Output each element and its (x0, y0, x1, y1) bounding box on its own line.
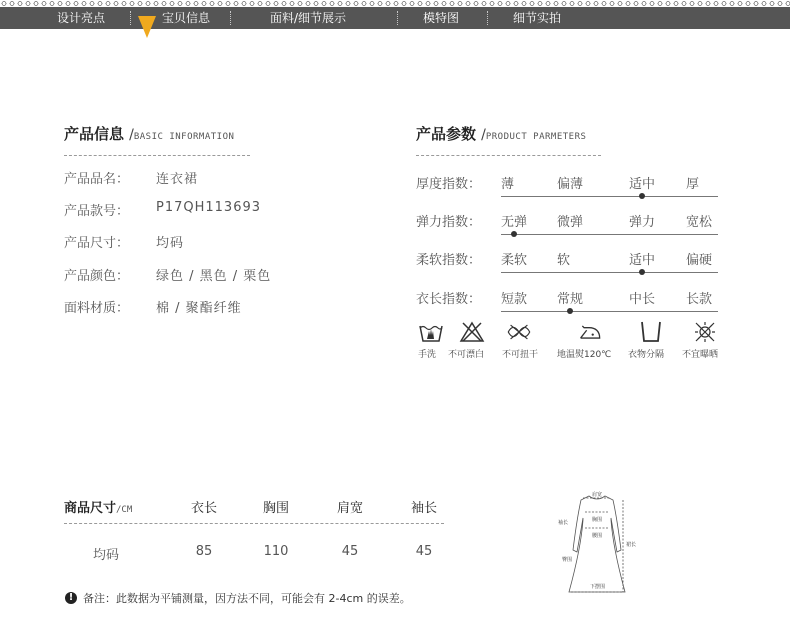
info-label-size: 产品尺寸： (64, 236, 130, 251)
param-option: 微弹 (557, 215, 584, 230)
separate-wash-icon (638, 320, 664, 344)
param-option: 宽松 (686, 215, 713, 230)
divider (64, 155, 250, 156)
no-wring-icon (506, 320, 532, 344)
param-option: 偏硬 (686, 253, 713, 268)
nav-separator (487, 11, 488, 25)
nav-item-model[interactable]: 模特图 (423, 11, 460, 25)
divider (416, 155, 601, 156)
size-cell: 45 (415, 544, 433, 559)
dress-outline (569, 496, 625, 592)
exclamation-icon: ! (65, 592, 77, 604)
nav-item-fabric[interactable]: 面料/细节展示 (270, 11, 347, 25)
param-option: 无弹 (501, 215, 528, 230)
size-header-shoulder: 肩宽 (336, 501, 363, 516)
size-cell: 85 (195, 544, 213, 559)
info-value-name: 连衣裙 (156, 172, 199, 187)
info-label-code: 产品款号： (64, 204, 130, 219)
active-nav-marker (138, 16, 156, 38)
param-option: 适中 (629, 253, 656, 268)
info-label-material: 面料材质： (64, 301, 130, 316)
param-selected-marker (511, 231, 517, 237)
info-value-color: 绿色 / 黑色 / 栗色 (156, 269, 272, 284)
low-iron-icon (578, 320, 604, 344)
param-scale-line (501, 234, 718, 235)
info-value-size: 均码 (156, 236, 185, 251)
care-label-separate: 衣物分隔 (628, 350, 665, 360)
nav-separator (130, 11, 131, 25)
no-sun-icon (692, 320, 718, 344)
dress-measurement-diagram (555, 488, 640, 608)
param-option: 长款 (686, 292, 713, 307)
decorative-chain-border (0, 0, 790, 7)
param-scale-line (501, 196, 718, 197)
size-header-bust: 胸围 (262, 501, 289, 516)
nav-item-detail[interactable]: 细节实拍 (513, 11, 562, 25)
size-header-label: 商品尺寸/CM (64, 501, 133, 516)
diagram-label-hem: 下摆围 (590, 584, 606, 590)
info-label-name: 产品品名： (64, 172, 130, 187)
care-label-no-sun: 不宜曝晒 (682, 350, 719, 360)
info-label-color: 产品颜色： (64, 269, 130, 284)
diagram-label-shoulder: 肩宽 (592, 492, 603, 498)
param-label: 弹力指数： (416, 215, 482, 230)
note-text: 备注：此数据为平铺测量，因方法不同，可能会有 2-4cm 的误差。 (83, 592, 411, 605)
param-option: 弹力 (629, 215, 656, 230)
param-option: 常规 (557, 292, 584, 307)
hand-wash-icon (418, 320, 444, 344)
param-selected-marker (639, 269, 645, 275)
no-bleach-icon (459, 320, 485, 344)
nav-separator (397, 11, 398, 25)
nav-item-info[interactable]: 宝贝信息 (162, 11, 211, 25)
nav-bar (0, 7, 790, 29)
param-option: 厚 (686, 177, 700, 192)
param-label: 衣长指数： (416, 292, 482, 307)
size-header-length: 衣长 (190, 501, 217, 516)
param-option: 薄 (501, 177, 515, 192)
param-option: 偏薄 (557, 177, 584, 192)
product-params-title: 产品参数 /PRODUCT PARMETERS (416, 125, 587, 143)
size-cell: 均码 (92, 548, 119, 563)
param-option: 软 (557, 253, 571, 268)
param-selected-marker (567, 308, 573, 314)
product-info-title: 产品信息 /BASIC INFORMATION (64, 125, 235, 143)
diagram-label-sleeve: 袖长 (558, 520, 569, 526)
size-cell: 110 (263, 544, 289, 559)
diagram-label-waist: 腰围 (592, 533, 603, 539)
nav-item-design[interactable]: 设计亮点 (57, 11, 106, 25)
care-label-iron: 地温熨120℃ (557, 350, 612, 360)
nav-separator (230, 11, 231, 25)
care-label-no-wring: 不可扭干 (502, 350, 539, 360)
diagram-label-bust: 胸围 (592, 517, 603, 523)
param-selected-marker (639, 193, 645, 199)
param-label: 柔软指数： (416, 253, 482, 268)
param-scale-line (501, 311, 718, 312)
param-option: 适中 (629, 177, 656, 192)
param-scale-line (501, 272, 718, 273)
size-cell: 45 (341, 544, 359, 559)
size-header-sleeve: 袖长 (410, 501, 437, 516)
care-label-hand-wash: 手洗 (418, 350, 437, 360)
size-table-divider (64, 523, 444, 524)
param-option: 短款 (501, 292, 528, 307)
param-option: 中长 (629, 292, 656, 307)
param-option: 柔软 (501, 253, 528, 268)
care-label-no-bleach: 不可漂白 (448, 350, 485, 360)
info-value-code: P17QH113693 (156, 200, 262, 215)
param-label: 厚度指数： (416, 177, 482, 192)
info-value-material: 棉 / 聚酯纤维 (156, 301, 242, 316)
diagram-label-length: 裙长 (626, 542, 637, 548)
diagram-label-hip: 臀围 (562, 557, 573, 563)
